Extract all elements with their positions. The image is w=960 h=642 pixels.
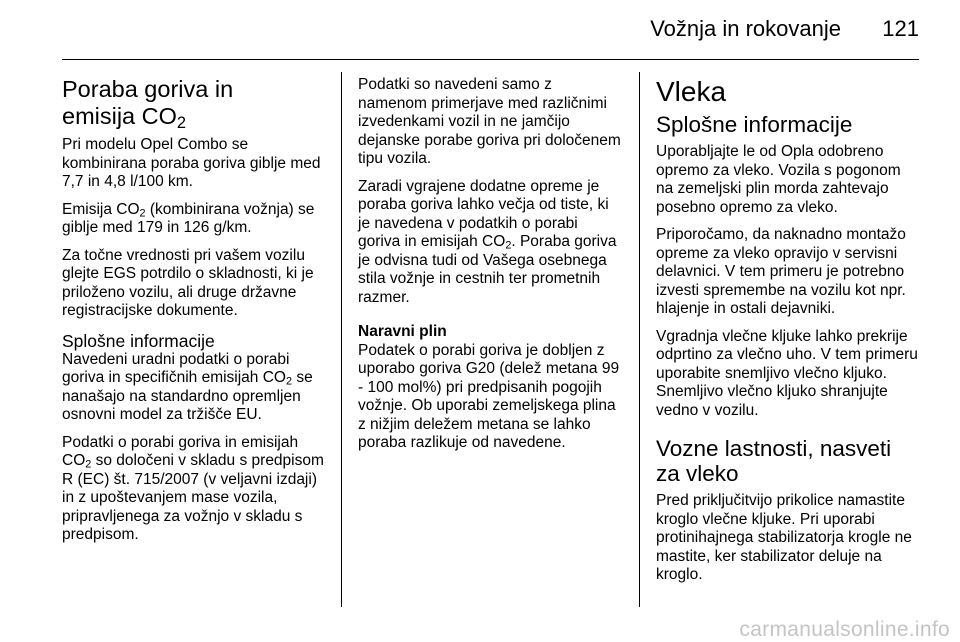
section-heading-fuel-consumption: Poraba goriva in emisija $CO_2$ bbox=[62, 76, 234, 133]
paragraph-regulation: Podatki o porabi goriva in emisijah $CO_2$ so določeni v skladu s predpisom R (EC) št. 715/2007 (v veljavni izdaji) in z upoštevanjem mase vozila, pripravljenega za vožnjo v skladu s predpisom. bbox=[62, 433, 324, 543]
paragraph-retrofit: Priporočamo, da naknadno montažo opreme za vleko opravijo v servisni delavnici. V tem primeru je potrebno izvesti spremembe na vozilu kot npr. hlajenje in ostali dejavniki. bbox=[656, 226, 906, 317]
paragraph-extra-equipment: Zaradi vgrajene dodatne opreme je poraba goriva lahko večja od tiste, ki je navedena v podatkih o porabi goriva in emisijah $CO_2$. Poraba goriva je odvisna tudi od Vašega osebnega stila vožnje in cestnih ter prometnih razmer. bbox=[358, 177, 617, 306]
watermark-text: carmanualsonline.info bbox=[739, 618, 950, 641]
header-rule bbox=[62, 59, 919, 60]
paragraph-exact-values: Za točne vrednosti pri vašem vozilu glejte EGS potrdilo o skladnosti, ki je priloženo vozilu, ali druge državne registracijske dokumente. bbox=[62, 246, 314, 319]
paragraph-towing-hook: Vgradnja vlečne kljuke lahko prekrije odprtino za vlečno uho. V tem primeru uporabite snemljivo vlečno kljuko. Snemljivo vlečno kljuko shranjujte vedno v vozilu. bbox=[656, 327, 918, 419]
paragraph-approved-equipment: Uporabljajte le od Opla odobreno opremo za vleko. Vozila s pogonom na zemeljski plin morda zahtevajo posebno opremo za vleko. bbox=[656, 143, 901, 216]
paragraph-ball-greasing: Pred priključitvijo prikolice namastite kroglo vlečne kljuke. Pri uporabi protinihajnega stabilizatorja krogle ne mastite, ker stabilizator deluje na kroglo. bbox=[656, 492, 912, 583]
paragraph-comparison: Podatki so navedeni samo z namenom primerjave med različnimi izvedenkami vozil in ne jamčijo dejanske porabe goriva pri določenem tipu vozila. bbox=[358, 76, 621, 167]
column-divider-1 bbox=[341, 72, 342, 607]
paragraph-consumption-range: Pri modelu Opel Combo se kombinirana poraba goriva giblje med 7,7 in 4,8 l/100 km. bbox=[62, 136, 321, 190]
page-header bbox=[62, 0, 919, 60]
subheading-natural-gas: Naravni plin bbox=[358, 323, 447, 340]
header-title: Vožnja in rokovanje bbox=[650, 16, 841, 41]
column-2 bbox=[358, 76, 622, 462]
column-3 bbox=[656, 76, 920, 594]
page-number: 121 bbox=[882, 16, 919, 41]
subheading-driving-characteristics: Vozne lastnosti, nasveti za vleko bbox=[656, 436, 892, 486]
column-divider-2 bbox=[639, 72, 640, 607]
paragraph-co2-range: Emisija $CO_2$ (kombinirana vožnja) se giblje med 179 in 126 g/km. bbox=[62, 200, 315, 236]
paragraph-official-data: Navedeni uradni podatki o porabi goriva in specifičnih emisijah $CO_2$ se nanašajo na standardno opremljen osnovni model za tržišče EU. bbox=[62, 350, 313, 423]
paragraph-natural-gas: Podatek o porabi goriva je dobljen z uporabo goriva G20 (delež metana 99 - 100 mol%) pri predpisanih pogojih vožnje. Ob uporabi zemeljskega plina z nižjim deležem metana se lahko poraba razlikuje od navedene. bbox=[358, 341, 620, 451]
subheading-towing-general: Splošne informacije bbox=[656, 112, 853, 137]
subheading-general-info: Splošne informacije bbox=[62, 330, 215, 351]
section-heading-towing: Vleka bbox=[656, 76, 727, 107]
column-1 bbox=[62, 76, 326, 554]
